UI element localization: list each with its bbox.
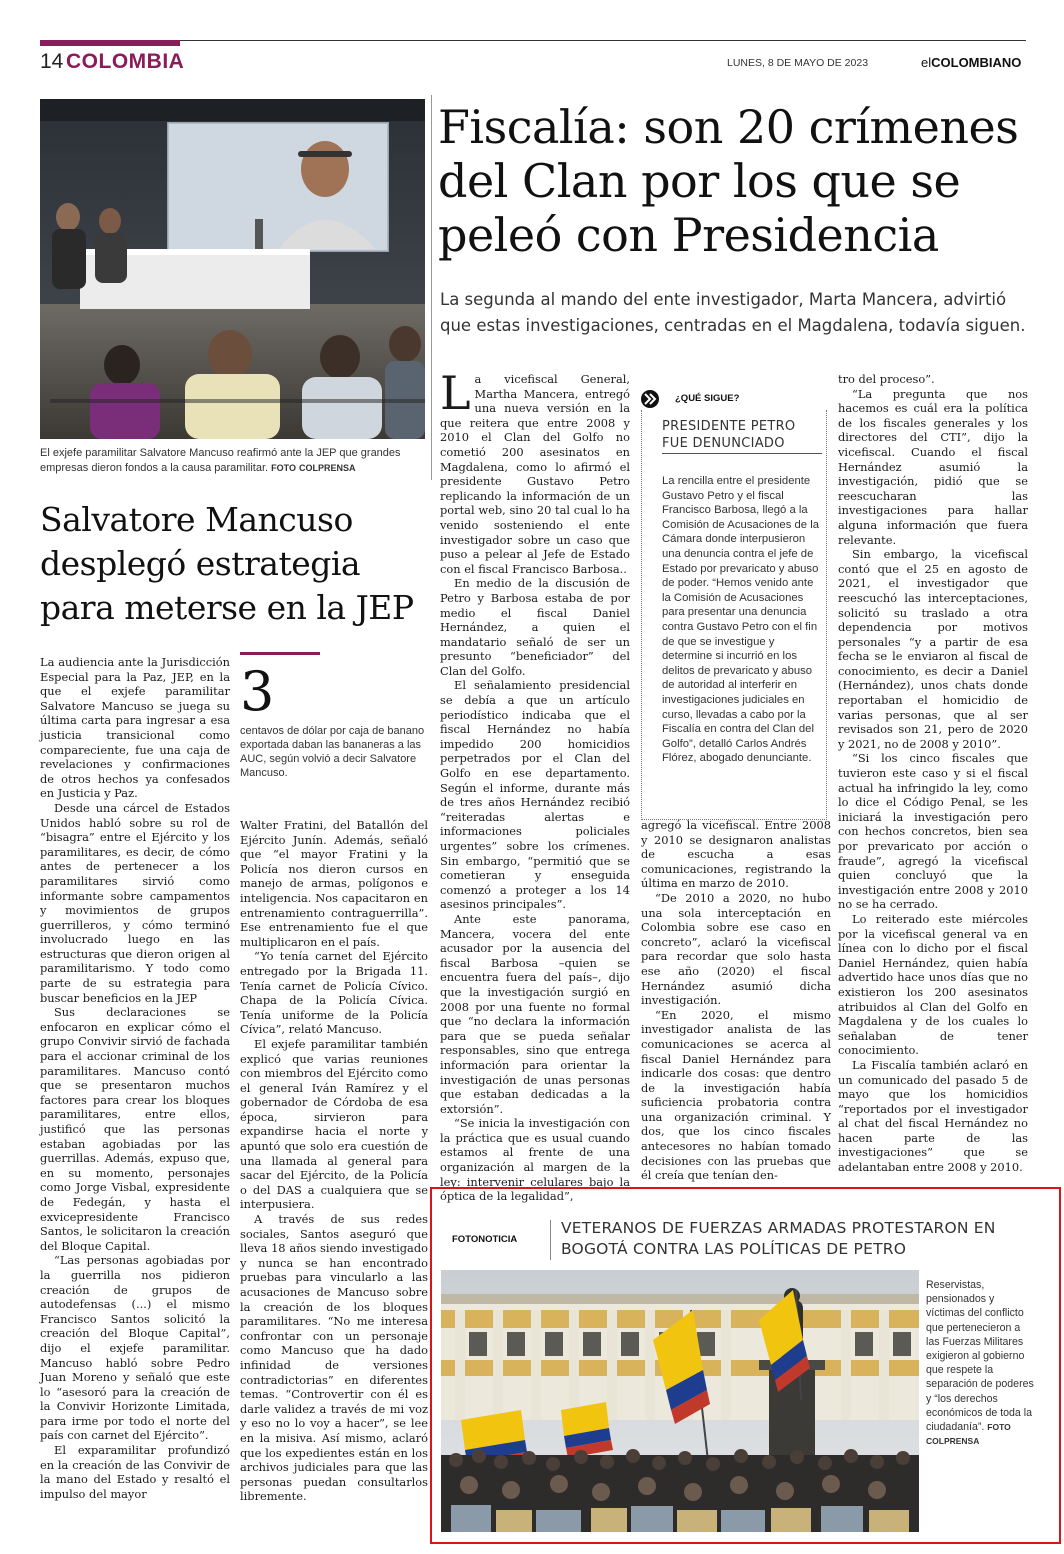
side-story-column-1: La audiencia ante la Jurisdicción Especial para la Paz, JEP, en la que el exjefe paramilitar Salvatore Mancuso se juega su última carta para ingresar a esa justicia transicional como compareciente, fue una caja de revelaciones y confirmaciones de otros hechos ya confesados en Justicia y Paz. Desde una cárcel de Estados Unidos habló sobre su rol de “bisagra” entre el Ejército y los paramilitares, es decir, de cómo antes de pertenecer a los paramilitares sirvió como informante sobre campamentos y movimientos de grupos guerrilleros, y cómo terminó involucrado luego en las estructuras que dieron origen al paramilitarismo. Y todo como parte de su estrategia para buscar beneficios en la JEP Sus declaraciones se enfocaron en explicar cómo el grupo Convivir sirvió de fachada para el accionar criminal de los paramilitares. Mancuso contó que se presentaron muchos factores para crear los bloques paramilitares, entre ellos, justificó que las personas estaban agobiadas por las guerrillas. Además, expuso que, en su momento, personajes como Jorge Visbal, expresidente de Fedegán, y hasta el exvicepresidente Francisco Santos, le solicitaron la creación del Bloque Capital. “Las personas agobiadas por la guerrilla nos pidieron creación de grupos de autodefensas (...) el mismo Francisco Santos solicitó la creación del Bloque Capital”, dijo el exjefe paramilitar. Mancuso habló sobre Pedro Juan Moreno y señaló que este lo “asesoró para la creación de la Convivir Horizonte Limitada, para irme por todo el norte del país con carnet del Ejército”. El exparamilitar profundizó en la creación de las Convivir de la mano del Estado y resaltó el impulso del mayor [40,655,230,1501]
protest-photo-illustration [441,1270,919,1532]
que-sigue-title: PRESIDENTE PETRO FUE DENUNCIADO [662,419,796,451]
que-sigue-body: La rencilla entre el presidente Gustavo Petro y el fiscal Francisco Barbosa, llegó a la Comisión de Acusaciones de la Cámara donde interpusieron una denuncia contra el jefe de Estado por prevaricato y abuso de poder. “Hemos venido ante la Comisión de Acusaciones para presentar una denuncia contra Gustavo Petro con el fin de que se investigue y determine si incurrió en los delitos de prevaricato y abuso de autoridad al interferir en investigaciones judiciales en curso, llevadas a cabo por la Fiscalía en contra del Clan del Golfo”, detalló Carlos Andrés Flórez, abogado denunciante. [662,475,819,765]
section-name: COLOMBIA [66,50,185,73]
fotonoticia-credit-label: FOTO [987,1422,1011,1433]
main-story-column-1: La vicefiscal General, Martha Mancera, entregó una nueva versión en la que reitera que entre 2008 y 2010 el Clan del Golfo no cometió 200 asesinatos en Magdalena, como lo afirmó el presidente Gustavo Petro replicando la información de un portal web, sino 20 tal cual lo ha venido sosteniendo el ente investigador sobre un caso que puso a pelear al Jefe de Estado con el fiscal Francisco Barbosa.. En medio de la discusión de Petro y Barbosa estaba de por medio el fiscal Daniel Hernández, a quien el mandatario señaló de ser un presunto “beneficiador” del Clan del Golfo. El señalamiento presidencial se debía a que un artículo periodístico indicaba que el fiscal Hernández no había impedido 200 homicidios perpetrados por el Clan del Golfo en ese departamento. Según el informe, durante más de tres años Hernández recibió “reiteradas alertas e informaciones policiales urgentes” sobre los crímenes. Sin embargo, “permitió que se cometieran y enseguida comenzó a proteger a los 14 asesinos principales”. Ante este panorama, Mancera, vocera del ente acusador por la ausencia del fiscal Barbosa –quien se encuentra fuera del país–, dijo que la investigación surgió en 2008 por una fuente no formal que “no declara la información para que se pueda señalar responsables, sino que entrega información para orientar la investigación de unas personas que estaban dedicadas a la extorsión”. “Se inicia la investigación con la práctica que es usual cuando estamos al frente de una organización al margen de la ley: intervenir celulares bajo la óptica de la legalidad”, [440,366,630,1204]
que-sigue-label: ¿QUÉ SIGUE? [675,393,740,404]
photo-jep-hearing [40,99,425,439]
drop-cap: L [440,366,471,420]
column-divider [431,95,432,480]
double-chevron-icon [641,390,663,408]
header-rule [40,40,1026,41]
fact-text: centavos de dólar por caja de banano exportada daban las bananeras a las AUC, según volvió a decir Salvatore Mancuso. [240,725,425,779]
hearing-photo-illustration [40,99,425,439]
edition-date: LUNES, 8 DE MAYO DE 2023 [727,57,869,69]
section-accent-bar [40,40,180,46]
main-dek: La segunda al mando del ente investigador, Marta Mancera, advirtió que estas investigaciones, centradas en el Magdalena, todavía siguen. [440,290,1026,335]
fotonoticia-title: VETERANOS DE FUERZAS ARMADAS PROTESTARON EN BOGOTÁ CONTRA LAS POLÍTICAS DE PETRO [561,1219,996,1258]
main-story-column-2: agregó la vicefiscal. Entre 2008 y 2010 se designaron analistas de escucha a esas comunicaciones, registrando la última en marzo de 2010. “De 2010 a 2020, no hubo una sola interceptación en Colombia sobre ese caso en concreto”, aclaró la vicefiscal para recordar que solo hasta ese año (2020) el fiscal Hernández asumió dicha investigación. “En 2020, el mismo investigador analista de las comunicaciones se acerca al fiscal Daniel Hernández para indicarle dos cosas: que dentro de la investigación había suficiencia probatoria contra una organización criminal. Y dos, que los cinco fiscales antecesores no habían tomado decisiones con las pruebas que él creía que tenían den- [641,818,831,1183]
fact-number: 3 [240,660,275,723]
fact-accent-rule [240,652,320,655]
photo-veterans-protest [441,1270,919,1532]
fotonoticia-divider [550,1220,551,1260]
newspaper-brand: elCOLOMBIANO [921,55,1022,70]
main-headline: Fiscalía: son 20 crímenes del Clan por los que se peleó con Presidencia [438,100,1019,262]
fotonoticia-caption: Reservistas, pensionados y víctimas del conflicto que pertenecieron a las Fuerzas Militares exigieron al gobierno que respete la separación de poderes y “los derechos económicos de toda la ciudadanía”. FOTO COLPRENSA [926,1279,1034,1447]
photo-credit: COLPRENSA [299,463,356,473]
page-number: 14 [40,50,64,73]
photo-credit-label: FOTO [271,463,296,473]
side-story-column-2: Walter Fratini, del Batallón del Ejército Junín. Además, señaló que “el mayor Fratini y la Policía nos dieron cursos en manejo de armas, polígonos e inteligencia. Nos capacitaron en entrenamiento contraguerrilla”. Ese entrenamiento fue el que multiplicaron en el país. “Yo tenía carnet del Ejército entregado por la Brigada 11. Tenía carnet de Policía Cívico. Chapa de la Policía Cívica. Tenía uniforme de la Policía Cívica”, relató Mancuso. El exjefe paramilitar también explicó que varias reuniones con miembros del Ejército como el general Iván Ramírez y el gobernador de Córdoba de esa época, sirvieron para expandirse hacia el norte y apuntó que solo era cuestión de una llamada al general para sacar del Ejército, de la Policía o del DAS a cualquiera que se interpusiera. A través de sus redes sociales, Santos aseguró que lleva 18 años siendo investigado y nunca se han encontrado pruebas para vincularlo a las acusaciones de Mancuso sobre la creación de los bloques paramilitares. “No me interesa confrontar con un personaje como Mancuso que ha dado infinidad de versiones contradictorias” en diferentes temas. “Controvertir con él es darle validez a través de mi voz y eso no lo voy a hacer”, se lee en la misiva. Así mismo, aclaró que los expedientes están en los archivos judiciales para que las personas puedan consultarlos libremente. [240,818,428,1504]
photo-caption: El exjefe paramilitar Salvatore Mancuso reafirmó ante la JEP que grandes empresas dieron fondos a la causa paramilitar. FOTO COLPRENSA [40,447,401,474]
fotonoticia-label: FOTONOTICIA [452,1234,518,1245]
que-sigue-rule [662,453,822,454]
fotonoticia-credit: COLPRENSA [926,1436,980,1447]
side-headline: Salvatore Mancuso desplegó estrategia para meterse en la JEP [40,500,414,627]
main-story-column-3: tro del proceso”. “La pregunta que nos hacemos es cuál era la política de los fiscales generales y los directores del CTI”, dijo la vicefiscal. Cuando el fiscal Hernández asumió la investigación, pidió que se reescucharan las investigaciones para hallar alguna información que fuera relevante. Sin embargo, la vicefiscal contó que el 25 en agosto de 2021, el investigador que reescuchó las interceptaciones, solicitó su traslado a otra dependencia por motivos personales “y a partir de esa fecha se le enviaron al fiscal de conocimiento, es decir a Daniel (Hernández), unos chats donde reportaban el homicidio de varias personas, que al ser revisados son 21, pero de 2020 y 2021, no de 2008 y 2010”. “Si los cinco fiscales que tuvieron este caso y si el fiscal actual ha infringido la ley, como lo dice el Código Penal, se les iniciará la investigación pero con hechos concretos, bien sea por prevaricato por acción o fraude”, agregó la vicefiscal quien concluyó que la investigación entre 2008 y 2010 no se ha cerrado. Lo reiterado este miércoles por la vicefiscal general va en línea con lo dicho por el fiscal Daniel Hernández, quien había advertido hace unos días que no existieron los 200 asesinatos atribuidos al Clan del Golfo en Magdalena y de los cuales lo señalaban de tener conocimiento. La Fiscalía también aclaró en un comunicado del pasado 5 de mayo que los homicidios “reportados por el investigador al chat del fiscal Hernández no hacen parte de las investigaciones” que se adelantaban entre 2008 y 2010. [838,372,1028,1175]
